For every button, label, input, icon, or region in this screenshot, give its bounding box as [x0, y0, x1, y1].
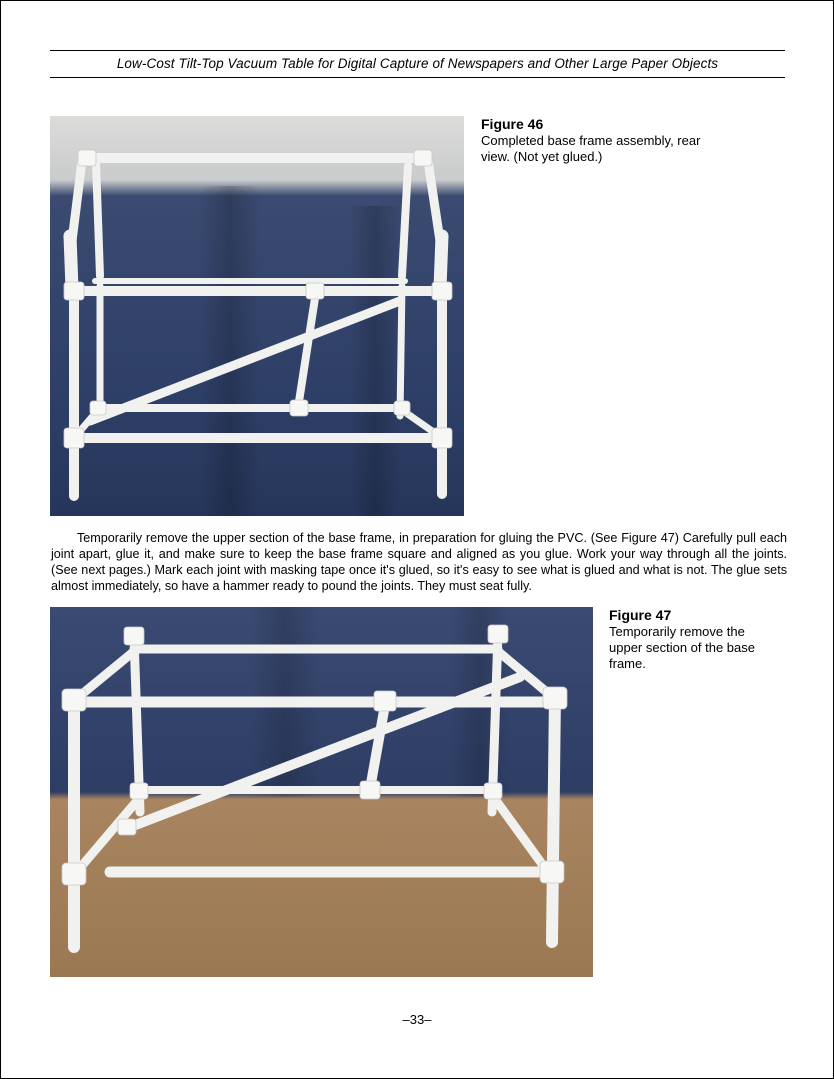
running-header: Low-Cost Tilt-Top Vacuum Table for Digital Capture of Newspapers and Other Large Paper Objects [116, 56, 719, 71]
figure-46-photo [50, 116, 464, 516]
figure-47-photo [50, 607, 593, 977]
figure-46-caption-text: Completed base frame assembly, rear view. (Not yet glued.) [481, 133, 701, 164]
figure-47-label: Figure 47 [609, 607, 672, 623]
figure-46-caption [481, 116, 731, 165]
figure-46-label: Figure 46 [481, 116, 544, 132]
header-rule-bottom [50, 77, 785, 78]
figure-47-caption-text: Temporarily remove the upper section of the base frame. [609, 624, 755, 671]
figure-47-caption [609, 607, 779, 672]
page-number: –33– [402, 1012, 432, 1027]
body-paragraph: Temporarily remove the upper section of the base frame, in preparation for gluing the PVC. (See Figure 47) Carefully pull each joint apart, glue it, and make sure to keep the base frame square and aligned as you glue. Work your way through all the joints. (See next pages.) Mark each joint with masking tape once it's glued, so it's easy to see what is glued and what is not. The glue sets almost immediately, so have a hammer ready to pound the joints. They must seat fully. [51, 531, 787, 593]
header-rule-top [50, 50, 785, 51]
